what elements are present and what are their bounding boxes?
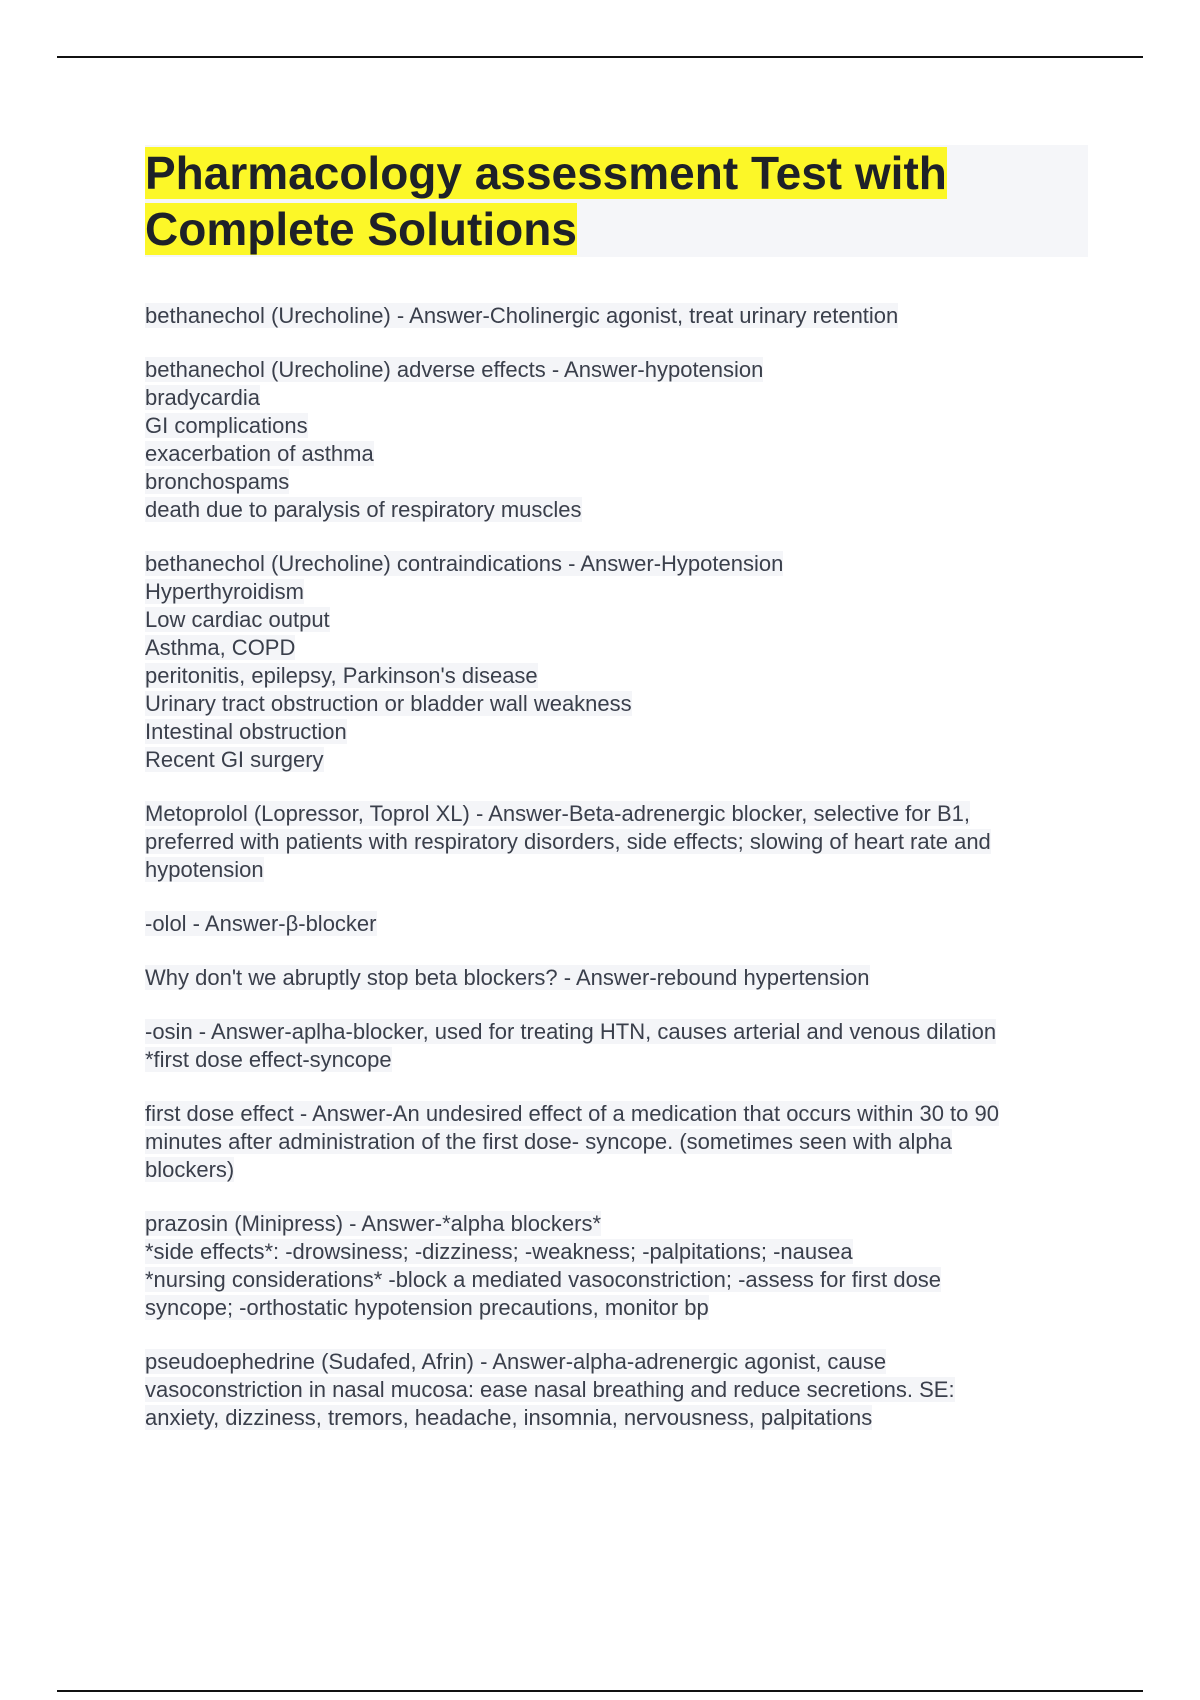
title-line: Complete Solutions: [145, 203, 577, 255]
title-line: Pharmacology assessment Test with: [145, 147, 947, 199]
qa-entry-line: *side effects*: -drowsiness; -dizziness; -weakness; -palpitations; -nausea: [145, 1239, 853, 1264]
qa-entry: [145, 800, 1095, 884]
qa-entry-line: *nursing considerations* -block a mediated vasoconstriction; -assess for first dose: [145, 1267, 942, 1292]
qa-entry-line: minutes after administration of the first dose- syncope. (sometimes seen with alpha: [145, 1129, 953, 1154]
qa-entry-line: exacerbation of asthma: [145, 441, 374, 466]
qa-entry: [145, 910, 1095, 938]
qa-entry-question: Why don't we abruptly stop beta blockers? - Answer-rebound hypertension: [145, 965, 870, 990]
qa-entry-question: pseudoephedrine (Sudafed, Afrin) - Answer-alpha-adrenergic agonist, cause: [145, 1349, 887, 1374]
qa-entry-line: vasoconstriction in nasal mucosa: ease nasal breathing and reduce secretions. SE:: [145, 1377, 955, 1402]
footer-rule: [57, 1690, 1143, 1692]
qa-entry-line: death due to paralysis of respiratory muscles: [145, 497, 582, 522]
qa-entry: [145, 964, 1095, 992]
qa-entry-line: Intestinal obstruction: [145, 719, 347, 744]
qa-entry-question: first dose effect - Answer-An undesired effect of a medication that occurs within 30 to 90: [145, 1101, 999, 1126]
qa-entry: [145, 1018, 1095, 1074]
qa-entry-question: -olol - Answer-β-blocker: [145, 911, 377, 936]
qa-entry-line: *first dose effect-syncope: [145, 1047, 392, 1072]
qa-entry: [145, 356, 1095, 524]
qa-entry-question: bethanechol (Urecholine) contraindications - Answer-Hypotension: [145, 551, 784, 576]
qa-entry-line: Urinary tract obstruction or bladder wall weakness: [145, 691, 632, 716]
qa-entry-line: bradycardia: [145, 385, 260, 410]
qa-entry: [145, 1210, 1095, 1322]
qa-entry-question: Metoprolol (Lopressor, Toprol XL) - Answer-Beta-adrenergic blocker, selective for B1,: [145, 801, 970, 826]
qa-entry-question: prazosin (Minipress) - Answer-*alpha blockers*: [145, 1211, 602, 1236]
qa-entry-line: peritonitis, epilepsy, Parkinson's disease: [145, 663, 538, 688]
qa-entry-line: Recent GI surgery: [145, 747, 324, 772]
qa-entry: [145, 1348, 1095, 1432]
qa-entry-line: bronchospams: [145, 469, 290, 494]
qa-entry-line: syncope; -orthostatic hypotension precautions, monitor bp: [145, 1295, 709, 1320]
qa-entry: [145, 302, 1095, 330]
qa-entry-line: preferred with patients with respiratory disorders, side effects; slowing of heart rate and: [145, 829, 991, 854]
qa-entry-line: hypotension: [145, 857, 264, 882]
qa-entry-line: blockers): [145, 1157, 235, 1182]
qa-entry-question: bethanechol (Urecholine) adverse effects - Answer-hypotension: [145, 357, 764, 382]
document-title: [145, 145, 1088, 257]
qa-entry: [145, 1100, 1095, 1184]
document-body: [145, 302, 1095, 1458]
header-rule: [57, 56, 1143, 58]
qa-entry-question: -osin - Answer-aplha-blocker, used for treating HTN, causes arterial and venous dilation: [145, 1019, 997, 1044]
qa-entry-line: Hyperthyroidism: [145, 579, 304, 604]
qa-entry-line: anxiety, dizziness, tremors, headache, insomnia, nervousness, palpitations: [145, 1405, 873, 1430]
qa-entry-question: bethanechol (Urecholine) - Answer-Cholinergic agonist, treat urinary retention: [145, 303, 899, 328]
qa-entry: [145, 550, 1095, 774]
qa-entry-line: Low cardiac output: [145, 607, 330, 632]
qa-entry-line: GI complications: [145, 413, 308, 438]
qa-entry-line: Asthma, COPD: [145, 635, 296, 660]
